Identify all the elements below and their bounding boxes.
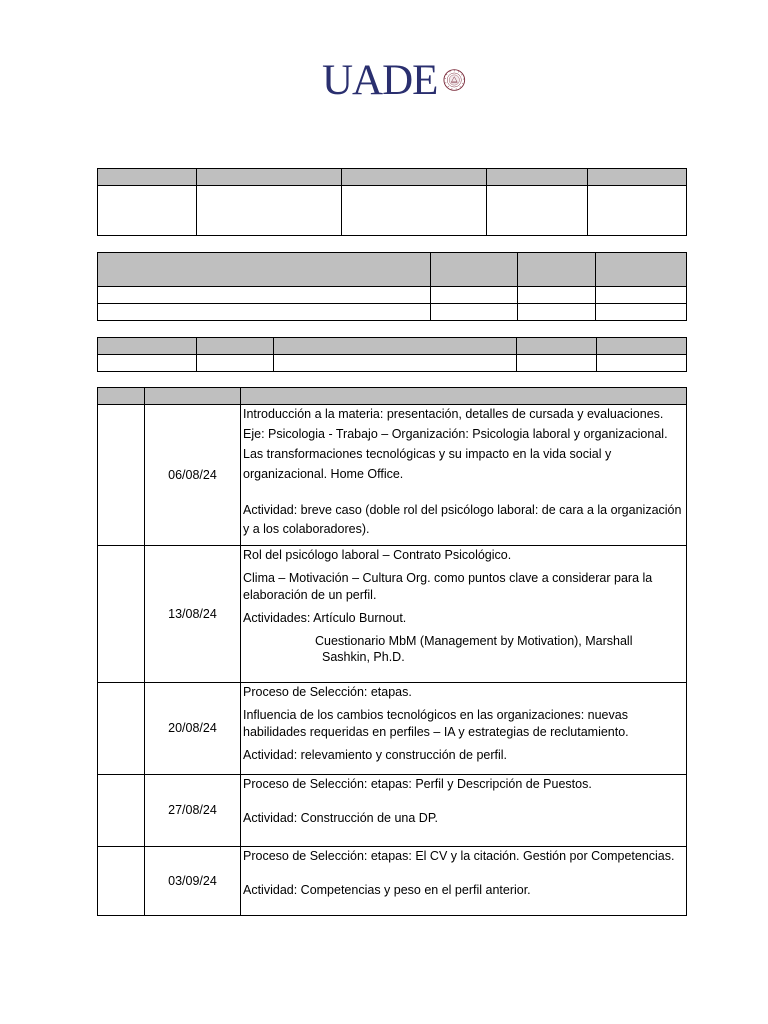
content-line: Influencia de los cambios tecnológicos en las organizaciones: nuevas	[243, 707, 628, 722]
class-content	[241, 405, 687, 546]
class-date: 03/09/24	[145, 847, 241, 916]
table-cell	[98, 287, 431, 304]
header-cell	[145, 388, 241, 405]
content-line: Actividad: Competencias y peso en el perfil anterior.	[243, 882, 531, 897]
content-line: y a los colaboradores).	[243, 522, 370, 537]
table-cell	[597, 355, 687, 372]
class-date: 13/08/24	[145, 546, 241, 683]
content-line: Proceso de Selección: etapas.	[243, 685, 412, 699]
schedule-row	[98, 775, 687, 847]
schedule-row	[98, 847, 687, 916]
table-cell	[518, 287, 596, 304]
header-cell	[588, 169, 687, 186]
header-cell	[487, 169, 588, 186]
class-content	[241, 775, 687, 847]
header-cell	[518, 253, 596, 287]
table-cell	[588, 186, 687, 236]
content-line: Actividad: breve caso (doble rol del psicólogo laboral: de cara a la organización	[243, 502, 682, 517]
content-line: Proceso de Selección: etapas: El CV y la citación. Gestión por Competencias.	[243, 849, 675, 863]
class-date: 06/08/24	[145, 405, 241, 546]
content-line: Actividad: Construcción de una DP.	[243, 810, 439, 825]
table-cell	[197, 355, 274, 372]
course-info-table	[97, 168, 687, 236]
table-header-row	[98, 388, 687, 405]
teacher-table	[97, 252, 687, 321]
content-line: Clima – Motivación – Cultura Org. como puntos clave a considerar para la	[243, 570, 653, 585]
content-line: Introducción a la materia: presentación, detalles de cursada y evaluaciones.	[243, 407, 664, 421]
schedule-row	[98, 405, 687, 546]
table-row	[98, 355, 687, 372]
class-content	[241, 683, 687, 775]
table-cell	[98, 304, 431, 321]
header-cell	[197, 338, 274, 355]
table-cell	[517, 355, 597, 372]
header-cell	[98, 169, 197, 186]
class-content	[241, 847, 687, 916]
table-row	[98, 287, 687, 304]
content-line: Las transformaciones tecnológicas y su impacto en la vida social y	[243, 446, 612, 461]
table-cell	[431, 304, 518, 321]
table-cell	[487, 186, 588, 236]
table-cell	[274, 355, 517, 372]
table-header-row	[98, 169, 687, 186]
class-number-cell	[98, 546, 145, 683]
header-cell	[517, 338, 597, 355]
table-row	[98, 186, 687, 236]
content-line: Eje: Psicologia - Trabajo – Organización: Psicologia laboral y organizacional.	[243, 426, 668, 441]
class-schedule-table	[97, 387, 687, 916]
content-line: Proceso de Selección: etapas: Perfil y Descripción de Puestos.	[243, 777, 592, 791]
header-cell	[597, 338, 687, 355]
header-cell	[342, 169, 487, 186]
class-date: 27/08/24	[145, 775, 241, 847]
header-cell	[274, 338, 517, 355]
university-seal-icon	[443, 56, 466, 104]
table-cell	[98, 355, 197, 372]
class-date: 20/08/24	[145, 683, 241, 775]
class-content	[241, 546, 687, 683]
class-number-cell	[98, 405, 145, 546]
class-number-cell	[98, 683, 145, 775]
class-number-cell	[98, 775, 145, 847]
header-cell	[98, 388, 145, 405]
schedule-row	[98, 546, 687, 683]
content-line: Actividad: relevamiento y construcción de perfil.	[243, 747, 508, 762]
header-cell	[431, 253, 518, 287]
uade-logo	[322, 50, 466, 110]
table-cell	[342, 186, 487, 236]
table-cell	[197, 186, 342, 236]
content-line: Rol del psicólogo laboral – Contrato Psicológico.	[243, 548, 512, 562]
content-line: elaboración de un perfil.	[243, 587, 377, 602]
header-cell	[197, 169, 342, 186]
table-header-row	[98, 253, 687, 287]
table-cell	[431, 287, 518, 304]
content-line: habilidades requeridas en perfiles – IA y estrategias de reclutamiento.	[243, 724, 629, 739]
table-row	[98, 304, 687, 321]
header-cell	[596, 253, 687, 287]
content-line: organizacional. Home Office.	[243, 466, 404, 481]
table-cell	[98, 186, 197, 236]
content-line: Cuestionario MbM (Management by Motivation), Marshall	[315, 633, 633, 648]
class-number-cell	[98, 847, 145, 916]
table-cell	[596, 304, 687, 321]
table-cell	[596, 287, 687, 304]
logo-wordmark: UADE	[322, 56, 438, 104]
content-line: Actividades: Artículo Burnout.	[243, 610, 407, 625]
header-cell	[241, 388, 687, 405]
content-line: Sashkin, Ph.D.	[322, 650, 405, 665]
table-cell	[518, 304, 596, 321]
table-header-row	[98, 338, 687, 355]
header-cell	[98, 253, 431, 287]
schedule-row	[98, 683, 687, 775]
header-cell	[98, 338, 197, 355]
schedule-info-table	[97, 337, 687, 372]
